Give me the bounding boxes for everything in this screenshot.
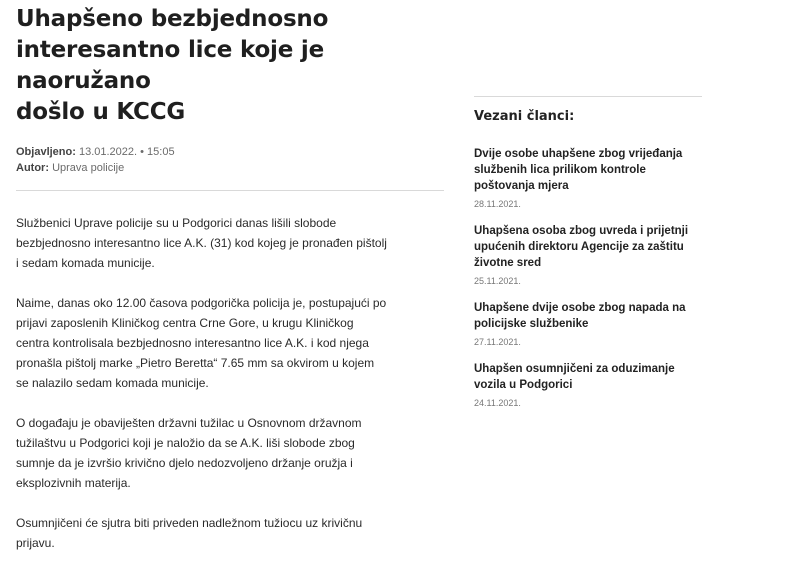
author-row [16,160,446,176]
article-title-line: došlo u KCCG [16,99,186,125]
body-line: Službenici Uprave policije su u Podgorici danas lišili slobode [16,216,337,230]
article-meta [16,144,446,176]
article-title-line: Uhapšeno bezbjednosno [16,6,329,32]
related-title-line: Uhapšen osumnjičeni za oduzimanje [474,363,675,375]
article [16,0,446,573]
related-title-line: policijske službenike [474,318,589,330]
related-item-title[interactable] [474,300,702,332]
related-title-line: službenih lica prilikom kontrole [474,164,646,176]
related-item-date: 25.11.2021. [474,276,521,286]
body-line: Naime, danas oko 12.00 časova podgorička policija je, postupajući po [16,296,387,310]
related-title-line: poštovanja mjera [474,180,569,192]
body-line: tužilaštvu u Podgorici koji je naložio da se A.K. liši slobode zbog [16,436,355,450]
body-line: prijavi zaposlenih Kliničkog centra Crne Gore, u krugu Kliničkog [16,316,354,330]
body-paragraph [16,293,396,393]
body-line: se nalazilo sedam komada municije. [16,376,209,390]
related-title-line: Uhapšena osoba zbog uvreda i prijetnji [474,225,689,237]
published-label: Objavljeno: [16,146,76,158]
related-item-date: 24.11.2021. [474,398,521,408]
related-title-line: Dvije osobe uhapšene zbog vrijeđanja [474,148,683,160]
body-paragraph [16,513,396,553]
related-title-line: životne sred [474,257,542,269]
body-line: i sedam komada municije. [16,256,155,270]
article-title [16,4,446,128]
article-body [16,213,446,553]
related-item-date: 27.11.2021. [474,337,521,347]
related-item[interactable] [474,146,702,209]
body-line: pronašla pištolj marke „Pietro Beretta“ 7.65 mm sa okvirom u kojem [16,356,375,370]
related-item[interactable] [474,300,702,347]
author-value[interactable]: Uprava policije [52,162,125,174]
body-paragraph [16,213,396,273]
related-title-line: Uhapšene dvije osobe zbog napada na [474,302,686,314]
related-item-title[interactable] [474,361,702,393]
body-line: bezbjednosno interesantno lice A.K. (31) kod kojeg je pronađen pištolj [16,236,387,250]
meta-divider [16,190,444,191]
body-line: eksplozivnih materija. [16,476,131,490]
related-title-line: upućenih direktoru Agencije za zaštitu [474,241,684,253]
related-heading: Vezani članci: [474,109,575,124]
related-item-date: 28.11.2021. [474,199,521,209]
author-label: Autor: [16,162,49,174]
article-title-line: interesantno lice koje je naoružano [16,37,325,94]
related-divider [474,96,702,97]
body-line: prijavu. [16,536,55,550]
body-line: sumnje da je izvršio krivično djelo nedozvoljeno držanje oružja i [16,456,353,470]
published-row [16,144,446,160]
related-articles [474,96,702,422]
related-item-title[interactable] [474,146,702,194]
published-value: 13.01.2022. • 15:05 [78,146,175,158]
related-item-title[interactable] [474,223,702,271]
related-item[interactable] [474,223,702,286]
related-title-line: vozila u Podgorici [474,379,573,391]
body-paragraph [16,413,396,493]
body-line: centra kontrolisala bezbjednosno interesantno lice A.K. i kod njega [16,336,369,350]
related-item[interactable] [474,361,702,408]
body-line: O događaju je obaviješten državni tužilac u Osnovnom državnom [16,416,362,430]
body-line: Osumnjičeni će sjutra biti priveden nadležnom tužiocu uz krivičnu [16,516,363,530]
